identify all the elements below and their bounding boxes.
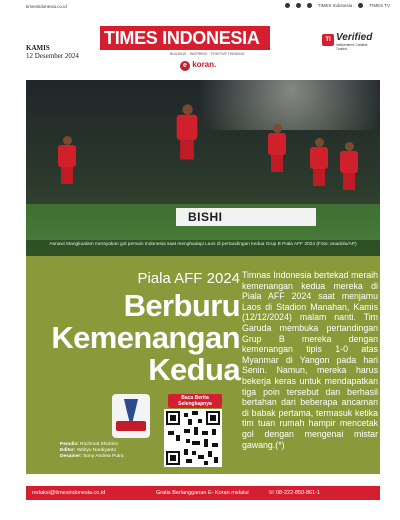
advertising-board: BISHI [176, 208, 316, 226]
article-panel [26, 256, 380, 474]
tv-icon[interactable] [358, 3, 363, 8]
verified-badge [322, 32, 378, 54]
article-credits [60, 442, 160, 460]
player-figure [56, 136, 78, 184]
article-body: Timnas Indonesia bertekad meraih kemenangan kedua mereka di Piala AFF 2024 saat menjamu Laos di Stadion Manahan, Kamis (12/12/2024) malam nanti. Tim Garuda membuka pertandingan Grup B mereka dengan kemenangan tipis 1-0 atas Myanmar di Yangon pada hari Senin. Namun, mereka harus bekerja keras untuk mendapatkan tiga poin tersebut dan berhasil bertahan dari beberapa ancaman di babak pertama, termasuk ketika tim tuan rumah hampir mencetak gol dengan mengenai mistar gawang.(*) [242, 270, 378, 450]
article-headline: Berburu Kemenangan Kedua [51, 288, 240, 387]
qr-label: Baca Berita Selengkapnya [168, 394, 222, 408]
footer-email[interactable]: redaksi@timesindonesia.co.id [32, 490, 106, 496]
footer-bar [26, 486, 380, 500]
ekoran-label: koran. [192, 60, 217, 69]
player-figure [308, 138, 330, 186]
edition-day: KAMIS [26, 44, 50, 52]
verified-word: Verified [336, 32, 373, 43]
top-bar [0, 0, 400, 14]
edition-date [26, 44, 79, 61]
footer-promo: Gratis Berlangganan E- Koran melalui [156, 490, 249, 496]
masthead [100, 26, 300, 62]
masthead-title: TIMES INDONESIA [100, 26, 270, 50]
whatsapp-icon: ☏ [268, 490, 275, 496]
edition-full-date: 12 Desember 2024 [26, 52, 79, 61]
qr-code-icon[interactable] [164, 409, 222, 467]
credit-line: Desainer: Sony Andrea Putra [60, 454, 124, 459]
player-figure [338, 142, 360, 190]
player-figure [266, 124, 288, 172]
verified-logo-icon: TI [322, 34, 334, 46]
stadium-lights [26, 80, 380, 130]
hero-photo [26, 80, 380, 256]
aff-cup-logo-icon [112, 394, 150, 438]
masthead-tagline: BUILDING · INSPIRING · POSITIVE THINKING [170, 52, 245, 56]
social-icon[interactable] [307, 3, 312, 8]
social-label-2[interactable]: TIMES TV [369, 3, 390, 8]
site-url[interactable]: timesindonesia.co.id [26, 4, 67, 9]
credit-line: Penulis: Rochmat Shobirin [60, 442, 119, 447]
ekoran-logo [180, 60, 220, 72]
social-icon[interactable] [285, 3, 290, 8]
article-kicker: Piala AFF 2024 [137, 270, 240, 287]
credit-line: Editor: Wahyu Nurdiyanto [60, 448, 117, 453]
ekoran-e-icon: e [180, 61, 190, 71]
footer-whatsapp[interactable]: 08-222-850-861-1 [276, 490, 321, 496]
social-label-1[interactable]: TIMES Indonesia [317, 3, 353, 8]
qr-section[interactable] [160, 394, 238, 468]
player-figure [174, 104, 199, 159]
social-icon[interactable] [296, 3, 301, 8]
social-links [285, 3, 390, 8]
verified-sub: Independent. Credible. Trusted. [336, 43, 369, 51]
photo-caption: Asnawi Mangkualam merayakan gol pemain Indonesia saat menghadapi Laos di pertandingan kedua Grup B Piala AFF 2024 (Foto: anadolu/AP) [26, 240, 380, 256]
